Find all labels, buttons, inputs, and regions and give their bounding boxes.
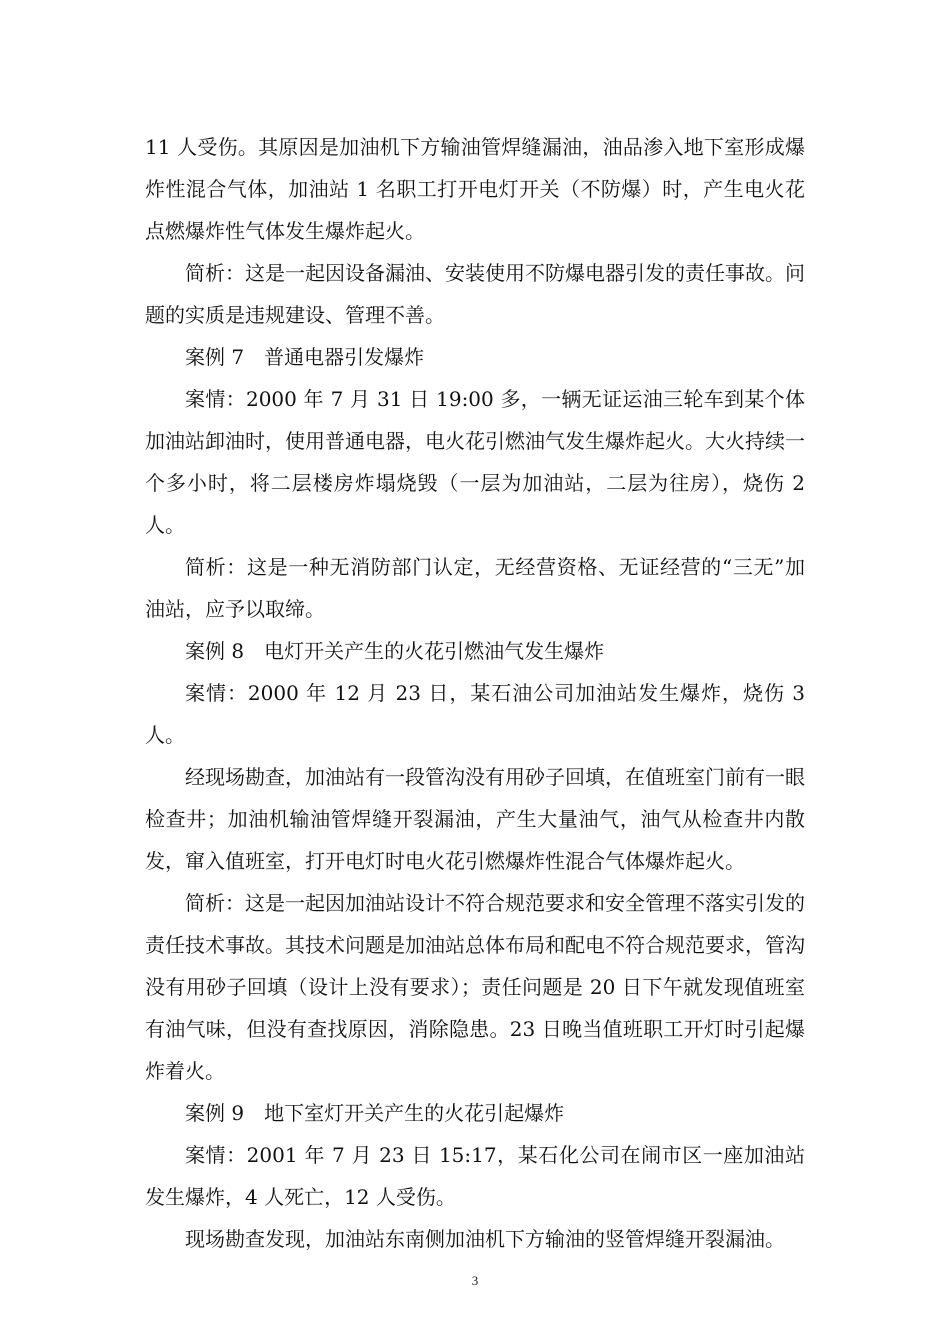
paragraph: 简析：这是一种无消防部门认定，无经营资格、无证经营的“三无”加油站，应予以取缔。 bbox=[145, 555, 805, 621]
case-heading: 案例 8 电灯开关产生的火花引燃油气发生爆炸 bbox=[185, 639, 605, 663]
paragraph: 现场勘查发现，加油站东南侧加油机下方输油的竖管焊缝开裂漏油。 bbox=[185, 1227, 785, 1251]
paragraph: 11 人受伤。其原因是加油机下方输油管焊缝漏油，油品渗入地下室形成爆炸性混合气体，加油站 1 名职工打开电灯开关（不防爆）时，产生电火花点燃爆炸性气体发生爆炸起火。 bbox=[145, 135, 805, 243]
paragraph: 案情：2000 年 7 月 31 日 19:00 多，一辆无证运油三轮车到某个体加油站卸油时，使用普通电器，电火花引燃油气发生爆炸起火。大火持续一个多小时，将二层楼房炸塌烧毁（一层为加油站，二层为往房），烧伤 2 人。 bbox=[145, 387, 805, 537]
case-heading: 案例 7 普通电器引发爆炸 bbox=[185, 345, 425, 369]
paragraph: 简析：这是一起因设备漏油、安装使用不防爆电器引发的责任事故。问题的实质是违规建设、管理不善。 bbox=[145, 261, 805, 327]
paragraph: 案情：2001 年 7 月 23 日 15:17，某石化公司在闹市区一座加油站发生爆炸，4 人死亡，12 人受伤。 bbox=[145, 1143, 805, 1209]
paragraph: 简析：这是一起因加油站设计不符合规范要求和安全管理不落实引发的责任技术事故。其技术问题是加油站总体布局和配电不符合规范要求，管沟没有用砂子回填（设计上没有要求）；责任问题是 20 日下午就发现值班室有油气味，但没有查找原因，消除隐患。23 日晚当值班职工开灯时引起爆炸着火。 bbox=[145, 891, 805, 1083]
page-number: 3 bbox=[471, 1273, 479, 1288]
document-body bbox=[145, 126, 805, 1260]
case-heading: 案例 9 地下室灯开关产生的火花引起爆炸 bbox=[185, 1101, 565, 1125]
paragraph: 案情：2000 年 12 月 23 日，某石油公司加油站发生爆炸，烧伤 3 人。 bbox=[145, 681, 805, 747]
paragraph: 经现场勘查，加油站有一段管沟没有用砂子回填，在值班室门前有一眼检查井；加油机输油管焊缝开裂漏油，产生大量油气，油气从检查井内散发，窜入值班室，打开电灯时电火花引燃爆炸性混合气体爆炸起火。 bbox=[145, 765, 805, 873]
